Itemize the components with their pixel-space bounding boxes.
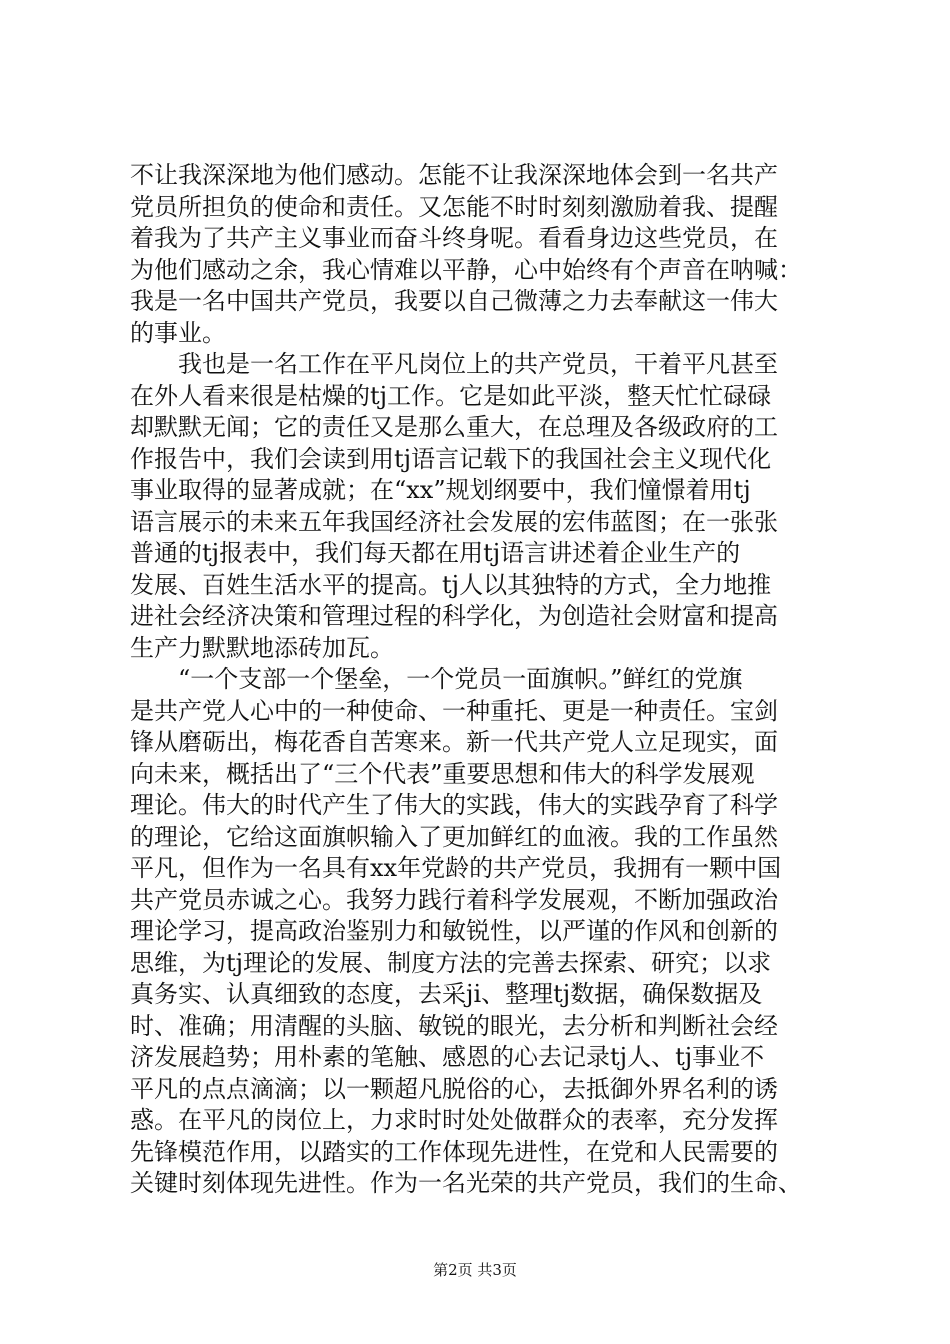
text-line: “一个支部一个堡垒，一个党员一面旗帜。”鲜红的党旗 [130, 665, 743, 693]
text-line: 关键时刻体现先进性。作为一名光荣的共产党员，我们的生命、 [130, 1169, 802, 1197]
text-line: 平凡的点点滴滴；以一颗超凡脱俗的心，去抵御外界名利的诱 [130, 1074, 778, 1103]
text-line: 济发展趋势；用朴素的笔触、感恩的心去记录tj人、tj事业不 [130, 1043, 765, 1071]
text-line: 作报告中，我们会读到用tj语言记载下的我国社会主义现代化 [130, 444, 772, 473]
text-line: 理论。伟大的时代产生了伟大的实践，伟大的实践孕育了科学 [130, 791, 778, 819]
text-line: 思维，为tj理论的发展、制度方法的完善去探索、研究；以求 [130, 948, 772, 977]
text-line: 锋从磨砺出，梅花香自苦寒来。新一代共产党人立足现实，面 [130, 728, 778, 756]
text-line: 共产党员赤诚之心。我努力践行着科学发展观，不断加强政治 [130, 885, 778, 914]
text-line: 我也是一名工作在平凡岗位上的共产党员，干着平凡甚至 [130, 350, 778, 378]
text-line: 不让我深深地为他们感动。怎能不让我深深地体会到一名共产 [130, 161, 778, 189]
text-line: 却默默无闻；它的责任又是那么重大，在总理及各级政府的工 [130, 413, 778, 441]
text-line: 普通的tj报表中，我们每天都在用tj语言讲述着企业生产的 [130, 539, 741, 567]
text-line: 进社会经济决策和管理过程的科学化，为创造社会财富和提高 [130, 602, 778, 630]
text-line: 是共产党人心中的一种使命、一种重托、更是一种责任。宝剑 [130, 696, 778, 725]
page-number-footer: 第2页 共3页 [433, 1261, 517, 1279]
text-line: 生产力默默地添砖加瓦。 [130, 633, 394, 662]
text-line: 向未来，概括出了“三个代表”重要思想和伟大的科学发展观 [130, 759, 755, 788]
text-line: 的理论，它给这面旗帜输入了更加鲜红的血液。我的工作虽然 [130, 822, 778, 851]
text-line: 我是一名中国共产党员，我要以自己微薄之力去奉献这一伟大 [130, 287, 778, 315]
document-body [130, 160, 830, 1200]
text-line: 的事业。 [130, 318, 226, 347]
text-line: 在外人看来很是枯燥的tj工作。它是如此平淡，整天忙忙碌碌 [130, 381, 772, 410]
text-line: 语言展示的未来五年我国经济社会发展的宏伟蓝图；在一张张 [130, 507, 778, 536]
text-line: 事业取得的显著成就；在“xx”规划纲要中，我们憧憬着用tj [130, 476, 751, 504]
text-line: 惑。在平凡的岗位上，力求时时处处做群众的表率，充分发挥 [130, 1106, 778, 1134]
text-line: 时、准确；用清醒的头脑、敏锐的眼光，去分析和判断社会经 [130, 1011, 778, 1040]
text-line: 先锋模范作用，以踏实的工作体现先进性，在党和人民需要的 [130, 1137, 778, 1166]
text-line: 真务实、认真细致的态度，去采ji、整理tj数据，确保数据及 [130, 980, 763, 1008]
text-line: 发展、百姓生活水平的提高。tj人以其独特的方式，全力地推 [130, 570, 772, 599]
text-line: 平凡，但作为一名具有xx年党龄的共产党员，我拥有一颗中国 [130, 854, 782, 882]
text-line: 着我为了共产主义事业而奋斗终身呢。看看身边这些党员，在 [130, 224, 778, 252]
text-line: 党员所担负的使命和责任。又怎能不时时刻刻激励着我、提醒 [130, 192, 778, 221]
text-line: 理论学习，提高政治鉴别力和敏锐性，以严谨的作风和创新的 [130, 917, 778, 945]
text-line: 为他们感动之余，我心情难以平静，心中始终有个声音在呐喊： [130, 255, 802, 284]
